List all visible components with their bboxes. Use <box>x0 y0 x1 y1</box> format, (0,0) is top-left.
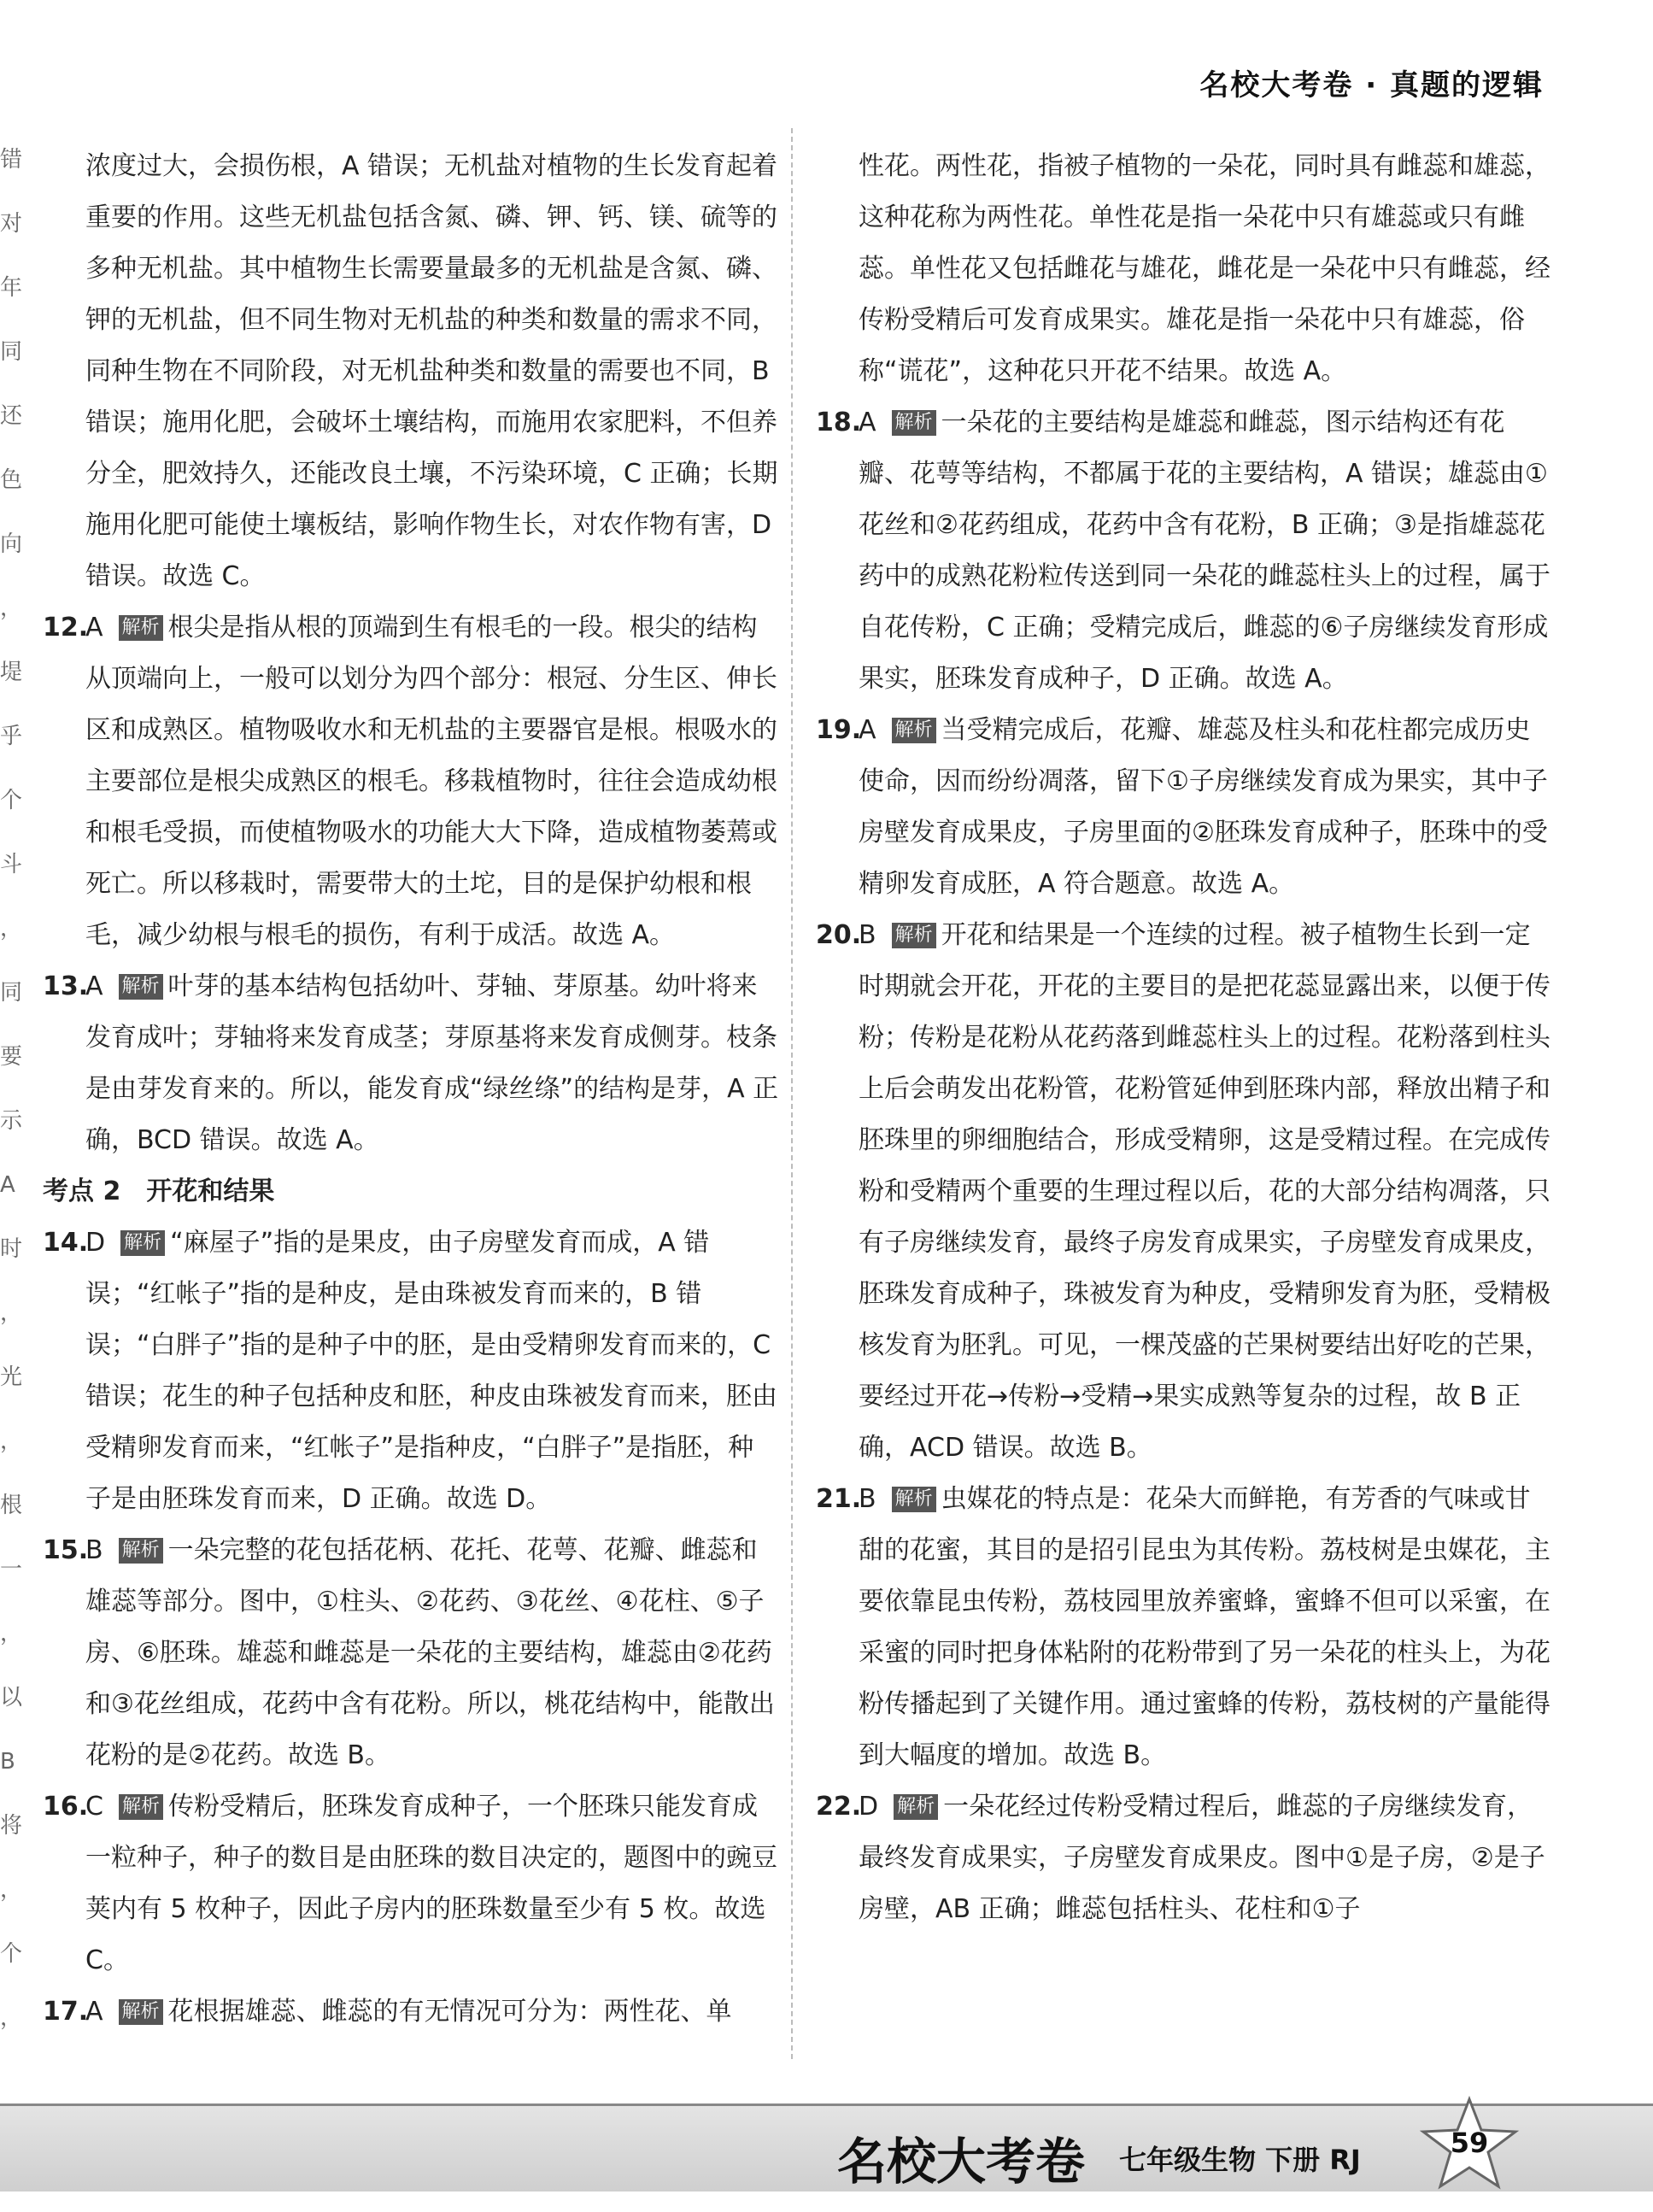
answer-letter: B <box>859 1484 876 1514</box>
edge-glyph: 还 <box>0 403 23 429</box>
edge-glyph: ， <box>0 596 23 621</box>
edge-glyph: 光 <box>0 1364 23 1390</box>
edge-glyph: ， <box>0 1877 23 1903</box>
answer-list <box>816 397 1552 1935</box>
analysis-text: 一朵花经过传粉受精过程后，雌蕊的子房继续发育，最终发育成果实，子房壁发育成果皮。图中①是子房，②是子房壁，AB 正确；雌蕊包括柱头、花柱和①子 <box>859 1792 1545 1924</box>
edge-glyph: 同 <box>0 339 23 365</box>
analysis-tag: 解析 <box>119 615 163 641</box>
analysis-text: 开花和结果是一个连续的过程。被子植物生长到一定时期就会开花，开花的主要目的是把花蕊显露出来，以便于传粉；传粉是花粉从花药落到雌蕊柱头上的过程。花粉落到柱头上后会萌发出花粉管，花粉管延伸到胚珠内部，释放出精子和胚珠里的卵细胞结合，形成受精卵，这是受精过程。在完成传粉和受精两个重要的生理过程以后，花的大部分结构凋落，只有子房继续发育，最终子房发育成果实，子房壁发育成果皮，胚珠发育成种子，珠被发育为种皮，受精卵发育为胚，受精极核发育为胚乳。可见，一棵茂盛的芒果树要结出好吃的芒果，要经过开花→传粉→受精→果实成熟等复杂的过程，故 B 正确，ACD 错误。故选 B。 <box>859 920 1550 1463</box>
page-number: 59 <box>1450 2127 1489 2159</box>
edge-glyph: B <box>0 1749 15 1775</box>
left-column <box>43 141 779 2038</box>
answer-letter: A <box>85 1997 103 2027</box>
running-header: 名校大考卷 · 真题的逻辑 <box>1199 68 1544 103</box>
analysis-text: 一朵花的主要结构是雄蕊和雌蕊，图示结构还有花瓣、花萼等结构，不都属于花的主要结构，A 错误；雄蕊由①花丝和②花药组成，花药中含有花粉，B 正确；③是指雄蕊花药中的成熟花粉粒传送到同一朵花的雌蕊柱头上的过程，属于自花传粉，C 正确；受精完成后，雌蕊的⑥子房继续发育形成果实，胚珠发育成种子，D 正确。故选 A。 <box>859 408 1550 694</box>
answer-letter: A <box>859 715 876 745</box>
edge-glyph: 以 <box>0 1685 23 1710</box>
answer-letter: B <box>859 920 876 950</box>
answer-item <box>43 1781 779 1986</box>
column-divider <box>791 128 793 2059</box>
answer-item <box>43 961 779 1166</box>
edge-glyph: 斗 <box>0 852 23 877</box>
continued-paragraph: 性花。两性花，指被子植物的一朵花，同时具有雌蕊和雄蕊，这种花称为两性花。单性花是指一朵花中只有雄蕊或只有雌蕊。单性花又包括雌花与雄花，雌花是一朵花中只有雌蕊，经传粉受精后可发育成果实。雄花是指一朵花中只有雄蕊，俗称“谎花”，这种花只开花不结果。故选 A。 <box>859 151 1550 386</box>
edge-glyph: ， <box>0 1621 23 1646</box>
edge-glyph: ， <box>0 916 23 942</box>
answer-list <box>43 1217 779 2038</box>
analysis-text: 虫媒花的特点是：花朵大而鲜艳，有芳香的气味或甘甜的花蜜，其目的是招引昆虫为其传粉。荔枝树是虫媒花，主要依靠昆虫传粉，荔枝园里放养蜜蜂，蜜蜂不但可以采蜜，在采蜜的同时把身体粘附的花粉带到了另一朵花的柱头上，为花粉传播起到了关键作用。通过蜜蜂的传粉，荔枝树的产量能得到大幅度的增加。故选 B。 <box>859 1484 1550 1770</box>
edge-glyph: 将 <box>0 1813 23 1839</box>
analysis-text: 当受精完成后，花瓣、雄蕊及柱头和花柱都完成历史使命，因而纷纷凋落，留下①子房继续发育成为果实，其中子房壁发育成果皮，子房里面的②胚珠发育成种子，胚珠中的受精卵发育成胚，A 符合题意。故选 A。 <box>859 715 1548 899</box>
book-title: 七年级生物 下册 RJ <box>1119 2144 1361 2176</box>
answer-item <box>43 602 779 961</box>
analysis-tag: 解析 <box>119 974 163 1000</box>
right-column <box>816 141 1552 1935</box>
analysis-text: 传粉受精后，胚珠发育成种子，一个胚珠只能发育成一粒种子，种子的数目是由胚珠的数目决定的，题图中的豌豆荚内有 5 枚种子，因此子房内的胚珠数量至少有 5 枚。故选 C。 <box>85 1792 777 1975</box>
analysis-tag: 解析 <box>892 923 936 948</box>
analysis-tag: 解析 <box>119 1794 163 1820</box>
analysis-tag: 解析 <box>892 1487 936 1512</box>
question-number: 17. <box>43 1997 89 2027</box>
analysis-tag: 解析 <box>120 1230 165 1256</box>
answer-item <box>816 1474 1552 1781</box>
edge-glyph: 一 <box>0 1557 23 1582</box>
answer-letter: C <box>85 1792 103 1822</box>
answer-item <box>43 1525 779 1781</box>
analysis-text: 一朵完整的花包括花柄、花托、花萼、花瓣、雌蕊和雄蕊等部分。图中，①柱头、②花药、③花丝、④花柱、⑤子房、⑥胚珠。雄蕊和雌蕊是一朵花的主要结构，雄蕊由②花药和③花丝组成，花药中含有花粉。所以，桃花结构中，能散出花粉的是②花药。故选 B。 <box>85 1535 775 1770</box>
answer-letter: B <box>85 1535 103 1565</box>
analysis-text: 根尖是指从根的顶端到生有根毛的一段。根尖的结构从顶端向上，一般可以划分为四个部分：根冠、分生区、伸长区和成熟区。植物吸收水和无机盐的主要器官是根。根吸水的主要部位是根尖成熟区的根毛。移栽植物时，往往会造成幼根和根毛受损，而使植物吸水的功能大大下降，造成植物萎蔫或死亡。所以移栽时，需要带大的土坨，目的是保护幼根和根毛，减少幼根与根毛的损伤，有利于成活。故选 A。 <box>85 613 777 950</box>
edge-glyph: 色 <box>0 467 23 493</box>
answer-item <box>43 1217 779 1525</box>
edge-glyph: ， <box>0 1429 23 1454</box>
analysis-tag: 解析 <box>119 1999 163 2025</box>
question-number: 18. <box>816 408 862 437</box>
page-number-badge <box>1418 2094 1521 2197</box>
answer-letter: D <box>859 1792 879 1822</box>
edge-glyph: A <box>0 1172 15 1198</box>
footer-banner <box>0 2103 1653 2191</box>
adjacent-page-edge <box>0 128 23 2068</box>
edge-glyph: 堤 <box>0 660 23 685</box>
answer-list <box>43 602 779 1166</box>
answer-item <box>816 705 1552 910</box>
answer-item <box>816 397 1552 705</box>
analysis-text: “麻屋子”指的是果皮，由子房壁发育而成，A 错误；“红帐子”指的是种皮，是由珠被发育而来的，B 错误；“白胖子”指的是种子中的胚，是由受精卵发育而来的，C 错误；花生的种子包括种皮和胚，种皮由珠被发育而来，胚由受精卵发育而来，“红帐子”是指种皮，“白胖子”是指胚，种子是由胚珠发育而来，D 正确。故选 D。 <box>85 1228 777 1514</box>
edge-glyph: 对 <box>0 211 23 237</box>
footer-brand: 名校大考卷 <box>837 2133 1086 2191</box>
analysis-text: 叶芽的基本结构包括幼叶、芽轴、芽原基。幼叶将来发育成叶；芽轴将来发育成茎；芽原基将来发育成侧芽。枝条是由芽发育来的。所以，能发育成“绿丝绦”的结构是芽，A 正确，BCD 错误。故选 A。 <box>85 971 779 1155</box>
edge-glyph: 向 <box>0 531 23 557</box>
edge-glyph: 错 <box>0 147 23 173</box>
edge-glyph: ， <box>0 1300 23 1326</box>
answer-item <box>43 1986 779 2038</box>
question-number: 13. <box>43 971 89 1001</box>
edge-glyph: 根 <box>0 1493 23 1518</box>
question-number: 12. <box>43 613 89 642</box>
continued-paragraph: 浓度过大，会损伤根，A 错误；无机盐对植物的生长发育起着重要的作用。这些无机盐包括含氮、磷、钾、钙、镁、硫等的多种无机盐。其中植物生长需要量最多的无机盐是含氮、磷、钾的无机盐，但不同生物对无机盐的种类和数量的需求不同，同种生物在不同阶段，对无机盐种类和数量的需要也不同，B 错误；施用化肥，会破坏土壤结构，而施用农家肥料，不但养分全，肥效持久，还能改良土壤，不污染环境，C 正确；长期施用化肥可能使土壤板结，影响作物生长，对农作物有害，D 错误。故选 C。 <box>85 151 778 591</box>
question-number: 19. <box>816 715 862 745</box>
analysis-tag: 解析 <box>892 410 936 436</box>
answer-letter: A <box>85 971 103 1001</box>
analysis-tag: 解析 <box>119 1538 163 1564</box>
section-title: 考点 2 开花和结果 <box>43 1176 275 1206</box>
analysis-tag: 解析 <box>892 718 936 743</box>
answer-letter: D <box>85 1228 106 1258</box>
edge-glyph: 示 <box>0 1108 23 1134</box>
edge-glyph: 个 <box>0 788 23 813</box>
question-number: 22. <box>816 1792 862 1822</box>
analysis-tag: 解析 <box>894 1794 938 1820</box>
question-number: 15. <box>43 1535 89 1565</box>
analysis-text: 花根据雄蕊、雌蕊的有无情况可分为：两性花、单 <box>167 1997 732 2027</box>
question-number: 20. <box>816 920 862 950</box>
edge-glyph: 要 <box>0 1044 23 1070</box>
answer-letter: A <box>85 613 103 642</box>
question-number: 21. <box>816 1484 862 1514</box>
question-number: 16. <box>43 1792 89 1822</box>
edge-glyph: ， <box>0 2005 23 2031</box>
answer-item <box>816 1781 1552 1935</box>
question-number: 14. <box>43 1228 89 1258</box>
answer-item <box>816 910 1552 1474</box>
edge-glyph: 年 <box>0 275 23 301</box>
edge-glyph: 时 <box>0 1236 23 1262</box>
answer-letter: A <box>859 408 876 437</box>
edge-glyph: 同 <box>0 980 23 1006</box>
edge-glyph: 乎 <box>0 724 23 749</box>
edge-glyph: 个 <box>0 1941 23 1967</box>
